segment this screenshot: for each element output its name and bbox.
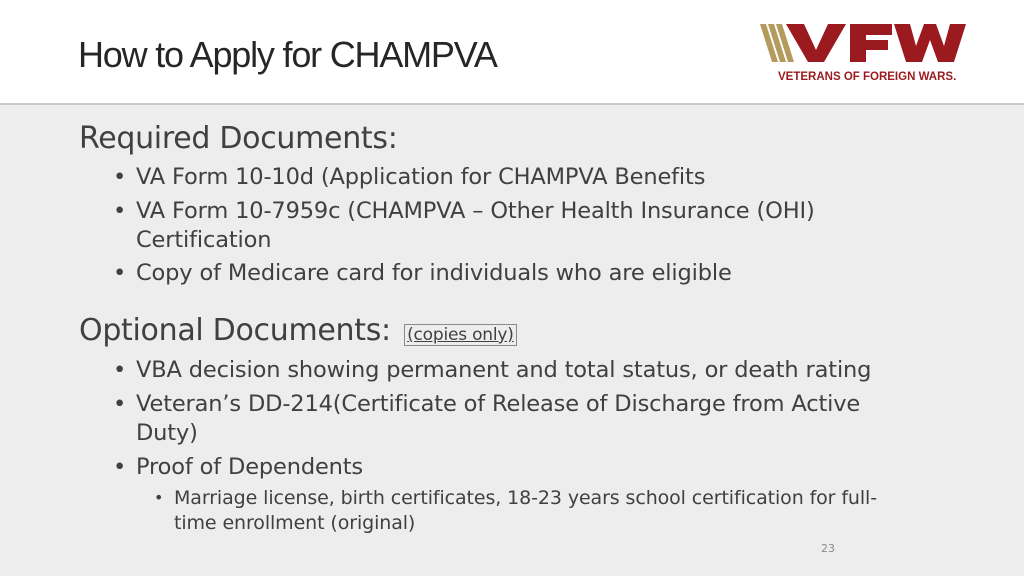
bullet-icon: •: [113, 164, 127, 190]
list-item: • VA Form 10-7959c (CHAMPVA – Other Health Insurance (OHI) Certification: [113, 198, 815, 253]
list-item: • Copy of Medicare card for individuals who are eligible: [113, 260, 732, 286]
required-heading: Required Documents:: [79, 121, 398, 156]
list-item: • VBA decision showing permanent and total status, or death rating: [113, 357, 872, 383]
bullet-icon: •: [154, 488, 164, 507]
slide-header: [0, 0, 1024, 105]
vfw-logo: [758, 20, 988, 88]
copies-only-note: (copies only): [404, 324, 517, 346]
logo-letter-v: [786, 24, 846, 62]
bullet-icon: •: [113, 357, 127, 383]
bullet-icon: •: [113, 198, 127, 224]
list-item: • Proof of Dependents: [113, 454, 364, 480]
logo-tagline: VETERANS OF FOREIGN WARS.: [778, 71, 957, 83]
bullet-icon: •: [113, 260, 127, 286]
logo-letter-w: [894, 24, 966, 62]
sub-list-item: • Marriage license, birth certificates, 18-23 years school certification for full- time enrollment (original): [154, 487, 877, 534]
list-item: • Veteran’s DD-214(Certificate of Release of Discharge from Active Duty): [113, 391, 861, 446]
list-item: • VA Form 10-10d (Application for CHAMPVA Benefits: [113, 164, 706, 190]
bullet-icon: •: [113, 454, 127, 480]
logo-letter-f: [850, 24, 892, 62]
bullet-icon: •: [113, 391, 127, 417]
optional-heading: Optional Documents: (copies only): [79, 313, 517, 348]
logo-stripes: [760, 24, 794, 62]
page-number: 23: [821, 542, 835, 555]
page-title: How to Apply for CHAMPVA: [78, 34, 497, 75]
